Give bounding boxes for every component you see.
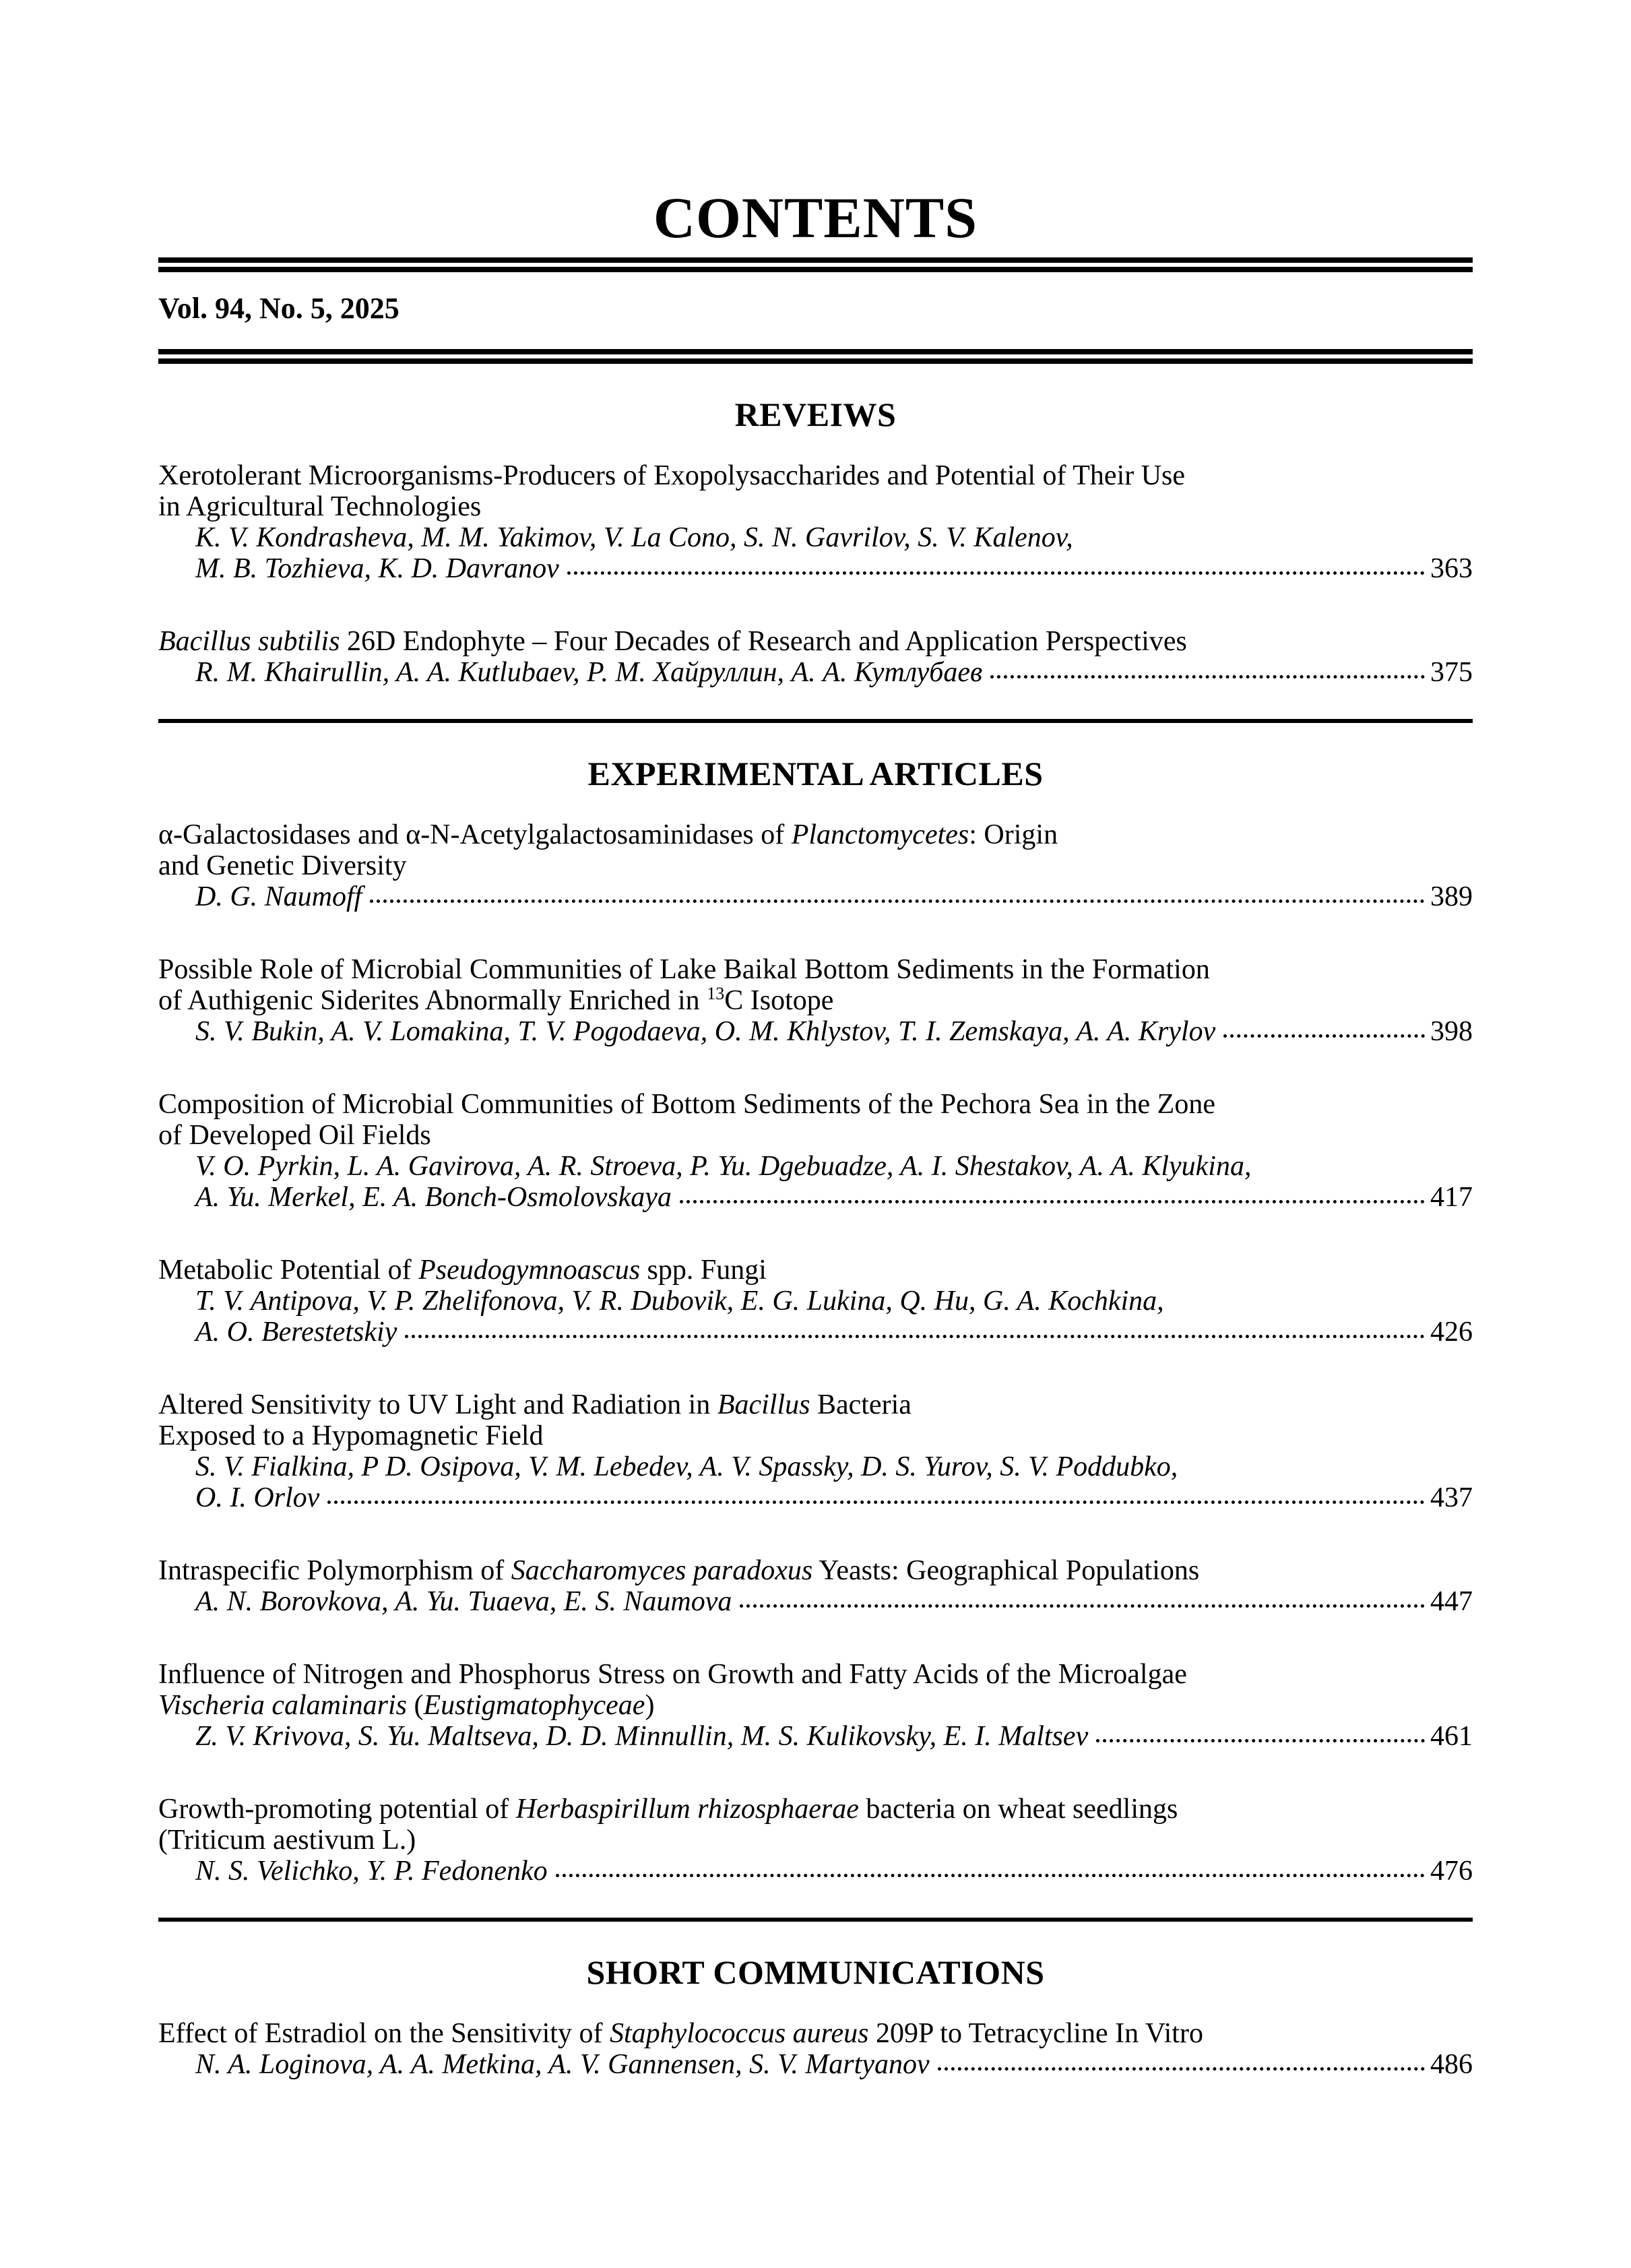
entry-title-line — [158, 850, 1473, 881]
section-divider-rule — [158, 719, 1473, 723]
rule-bar — [158, 267, 1473, 272]
page-number: 486 — [1430, 2049, 1473, 2081]
entry-title-line — [158, 1420, 1473, 1451]
page-title: CONTENTS — [653, 185, 978, 250]
entry-author-line: N. A. Loginova, A. A. Metkina, A. V. Gannensen, S. V. Martyanov — [195, 2049, 930, 2081]
entry-author-leader-row — [158, 1856, 1473, 1887]
dot-leader — [938, 2067, 1425, 2071]
page-number: 398 — [1430, 1016, 1473, 1048]
title-segment: bacteria on wheat seedlings — [858, 1794, 1178, 1825]
page-number: 389 — [1430, 881, 1473, 913]
entry-title-line — [158, 819, 1473, 850]
rule-bar — [158, 257, 1473, 263]
toc-entry — [158, 626, 1473, 688]
title-segment: Altered Sensitivity to UV Light and Radiation in — [158, 1389, 717, 1421]
toc-entry — [158, 1255, 1473, 1348]
section-heading: SHORT COMMUNICATIONS — [586, 1953, 1045, 1992]
toc-entry — [158, 2018, 1473, 2080]
rule-bar — [158, 358, 1473, 364]
entry-author-leader-row — [158, 881, 1473, 912]
entry-author-line: S. V. Bukin, A. V. Lomakina, T. V. Pogodaeva, O. M. Khlystov, T. I. Zemskaya, A. A. Krylov — [195, 1016, 1216, 1048]
toc-entry — [158, 819, 1473, 912]
page-number: 476 — [1430, 1856, 1473, 1887]
entry-title-line — [158, 1659, 1473, 1690]
toc-section-0 — [158, 396, 1473, 688]
entry-title-line — [158, 1690, 1473, 1721]
toc-entry — [158, 954, 1473, 1047]
entry-title-line — [158, 491, 1473, 522]
page-number: 426 — [1430, 1317, 1473, 1348]
entry-title-line — [158, 1555, 1473, 1586]
entry-title-line — [158, 985, 1473, 1016]
entry-author-line: D. G. Naumoff — [195, 881, 362, 913]
title-segment: of Authigenic Siderites Abnormally Enriched in — [158, 985, 707, 1017]
section-heading: REVEIWS — [734, 396, 897, 434]
title-segment: Bacteria — [810, 1389, 912, 1421]
entry-author-leader-row — [158, 1182, 1473, 1213]
dot-leader — [1223, 1034, 1425, 1038]
entry-author-line: M. B. Tozhieva, K. D. Davranov — [195, 553, 559, 585]
entry-title-line — [158, 1389, 1473, 1420]
entry-author-line: O. I. Orlov — [195, 1482, 320, 1514]
entry-author-leader-row — [158, 1721, 1473, 1752]
title-segment: Growth-promoting potential of — [158, 1794, 516, 1825]
title-segment: spp. Fungi — [640, 1255, 767, 1286]
section-heading: EXPERIMENTAL ARTICLES — [587, 755, 1044, 793]
entry-title-line — [158, 1794, 1473, 1825]
italic-title-segment: Staphylococcus aureus — [609, 2018, 869, 2050]
italic-title-segment: Pseudogymnoascus — [418, 1255, 641, 1286]
title-segment: Metabolic Potential of — [158, 1255, 419, 1286]
toc-entry — [158, 1389, 1473, 1513]
entry-author-line: K. V. Kondrasheva, M. M. Yakimov, V. La Cono, S. N. Gavrilov, S. V. Kalenov, — [195, 522, 1073, 554]
title-segment: Effect of Estradiol on the Sensitivity of — [158, 2018, 610, 2050]
page-number: 375 — [1430, 657, 1473, 689]
title-segment: and Genetic Diversity — [158, 850, 407, 882]
title-segment: : Origin — [969, 819, 1058, 851]
dot-leader — [405, 1335, 1425, 1338]
entry-author-leader-row — [158, 2049, 1473, 2080]
entry-author-line: T. V. Antipova, V. P. Zhelifonova, V. R. Dubovik, E. G. Lukina, Q. Hu, G. A. Kochkina, — [195, 1286, 1164, 1317]
dot-leader — [740, 1604, 1425, 1608]
entry-author-leader-row — [158, 1586, 1473, 1617]
toc-section-2 — [158, 1954, 1473, 2080]
toc-entry — [158, 1089, 1473, 1213]
entry-title-line — [158, 2018, 1473, 2049]
italic-title-segment: Saccharomyces paradoxus — [511, 1555, 813, 1587]
title-segment: Influence of Nitrogen and Phosphorus Stress on Growth and Fatty Acids of the Microalgae — [158, 1659, 1187, 1691]
toc-entry — [158, 1794, 1473, 1887]
italic-title-segment: Planctomycetes — [791, 819, 969, 851]
title-segment: C Isotope — [724, 985, 834, 1017]
entry-author-line: A. N. Borovkova, A. Yu. Tuaeva, E. S. Naumova — [195, 1586, 732, 1618]
volume-issue-line: Vol. 94, No. 5, 2025 — [158, 292, 399, 325]
entry-title-line — [158, 954, 1473, 985]
dot-leader — [990, 675, 1425, 679]
dot-leader — [1096, 1739, 1425, 1742]
italic-title-segment: Bacillus — [717, 1389, 810, 1421]
italic-title-segment: Eustigmatophyceae — [423, 1690, 645, 1722]
dot-leader — [680, 1200, 1425, 1203]
page-number: 447 — [1430, 1586, 1473, 1618]
toc-entry — [158, 460, 1473, 584]
toc-entry — [158, 1659, 1473, 1752]
double-rule-bottom — [158, 349, 1473, 364]
entry-author-leader-row — [158, 1317, 1473, 1348]
title-segment: 26D Endophyte – Four Decades of Research and Application Perspectives — [340, 626, 1187, 658]
title-segment: in Agricultural Technologies — [158, 491, 482, 523]
entry-author-line: A. Yu. Merkel, E. A. Bonch-Osmolovskaya — [195, 1182, 672, 1214]
title-segment: Intraspecific Polymorphism of — [158, 1555, 511, 1587]
title-segment: Yeasts: Geographical Populations — [812, 1555, 1200, 1587]
entry-title-line — [158, 1089, 1473, 1120]
toc-section-1 — [158, 755, 1473, 1887]
title-segment: ) — [645, 1690, 655, 1722]
section-divider-rule — [158, 1918, 1473, 1922]
toc-sections — [158, 396, 1473, 2080]
toc-entry — [158, 1555, 1473, 1617]
entry-author-line: V. O. Pyrkin, L. A. Gavirova, A. R. Stroeva, P. Yu. Dgebuadze, A. I. Shestakov, A. A. Klyukina, — [195, 1151, 1252, 1183]
dot-leader — [567, 571, 1425, 575]
entry-author-line: A. O. Berestetskiy — [195, 1317, 397, 1348]
superscript-text: 13 — [707, 984, 725, 1004]
title-segment: of Developed Oil Fields — [158, 1120, 431, 1152]
entry-author-leader-row — [158, 1016, 1473, 1047]
entry-title-line — [158, 626, 1473, 657]
title-segment: Xerotolerant Microorganisms-Producers of Exopolysaccharides and Potential of Their Use — [158, 460, 1186, 492]
dot-leader — [327, 1501, 1425, 1504]
entry-author-leader-row — [158, 657, 1473, 688]
title-segment: Exposed to a Hypomagnetic Field — [158, 1420, 544, 1452]
title-segment: 209P to Tetracycline In Vitro — [868, 2018, 1203, 2050]
italic-title-segment: Herbaspirillum rhizosphaerae — [515, 1794, 859, 1825]
title-segment: (Triticum aestivum L.) — [158, 1825, 416, 1856]
title-segment: α-Galactosidases and α-N-Acetylgalactosaminidases of — [158, 819, 792, 851]
dot-leader — [370, 900, 1425, 903]
rule-bar — [158, 349, 1473, 354]
title-segment: Composition of Microbial Communities of Bottom Sediments of the Pechora Sea in the Zone — [158, 1089, 1215, 1121]
page-number: 461 — [1430, 1721, 1473, 1753]
italic-title-segment: Bacillus subtilis — [158, 626, 340, 658]
entry-title-line — [158, 460, 1473, 491]
entry-author-line: N. S. Velichko, Y. P. Fedonenko — [195, 1856, 548, 1887]
page-number: 363 — [1430, 553, 1473, 585]
entry-author-line: R. M. Khairullin, A. A. Kutlubaev, Р. М. Хайруллин, А. А. Кутлубаев — [195, 657, 983, 689]
double-rule-top — [158, 257, 1473, 272]
italic-title-segment: Vischeria calaminaris — [158, 1690, 408, 1722]
page-number: 417 — [1430, 1182, 1473, 1214]
entry-title-line — [158, 1255, 1473, 1286]
entry-title-line — [158, 1825, 1473, 1856]
entry-author-line: S. V. Fialkina, P D. Osipova, V. M. Lebedev, A. V. Spassky, D. S. Yurov, S. V. Poddubko, — [195, 1451, 1178, 1483]
dot-leader — [556, 1874, 1425, 1877]
entry-title-line — [158, 1120, 1473, 1151]
entry-author-leader-row — [158, 1482, 1473, 1513]
title-segment: Possible Role of Microbial Communities of Lake Baikal Bottom Sediments in the Formation — [158, 954, 1210, 986]
entry-author-line: Z. V. Krivova, S. Yu. Maltseva, D. D. Minnullin, M. S. Kulikovsky, E. I. Maltsev — [195, 1721, 1089, 1753]
title-segment: ( — [407, 1690, 424, 1722]
page-number: 437 — [1430, 1482, 1473, 1514]
entry-author-leader-row — [158, 553, 1473, 584]
